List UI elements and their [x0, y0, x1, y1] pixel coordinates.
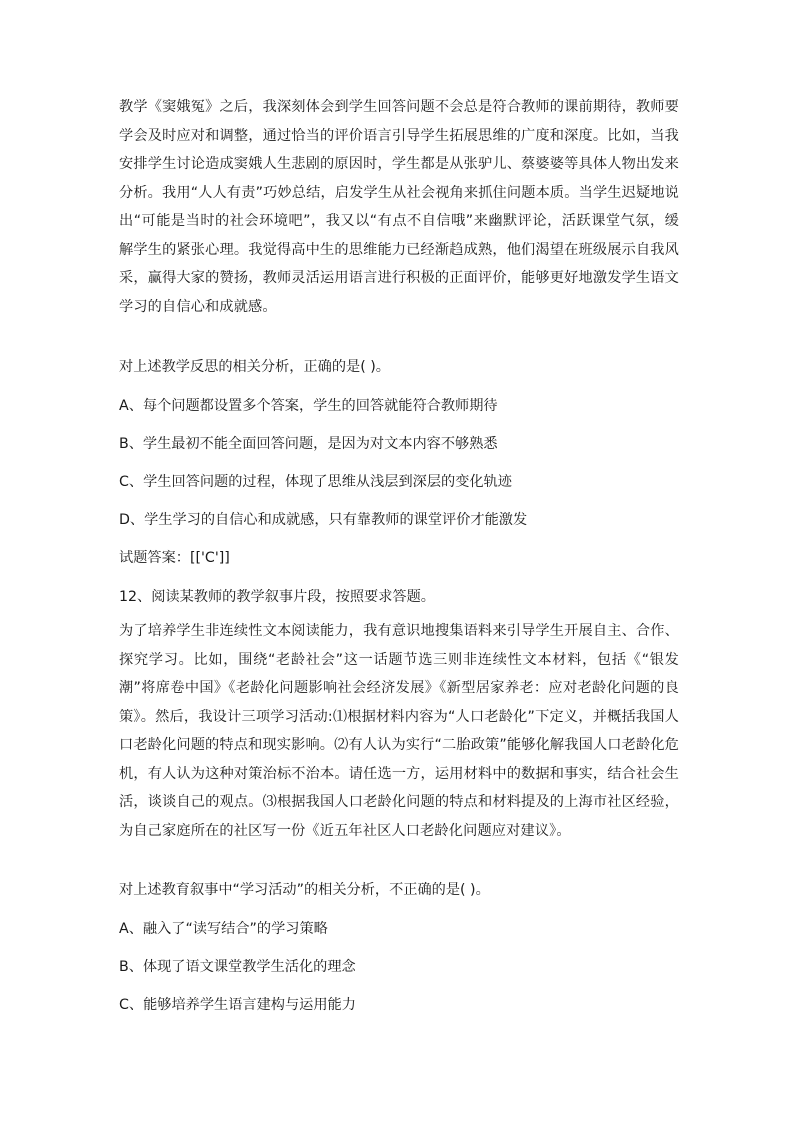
q11-option-d: D、学生学习的自信心和成就感，只有靠教师的课堂评价才能激发 [119, 512, 528, 528]
q11-passage: 教学《窦娥冤》之后，我深刻体会到学生回答问题不会总是符合教师的课前期待，教师要学会及时应对和调整，通过恰当的评价语言引导学生拓展思维的广度和深度。比如，当我安排学生讨论造成窦娥人生悲剧的原因时，学生都是从张驴儿、蔡婆婆等具体人物出发来分析。我用“人人有责”巧妙总结，启发学生从社会视角来抓住问题本质。当学生迟疑地说出“可能是当时的社会环境吧”，我又以“有点不自信哦”来幽默评论，活跃课堂气氛，缓解学生的紧张心理。我觉得高中生的思维能力已经渐趋成熟，他们渴望在班级展示自我风采，赢得大家的赞扬，教师灵活运用语言进行积极的正面评价，能够更好地激发学生语文学习的自信心和成就感。 [119, 99, 679, 315]
q12-option-a: A、融入了“读写结合”的学习策略 [119, 921, 328, 937]
q12-passage: 为了培养学生非连续性文本阅读能力，我有意识地搜集语料来引导学生开展自主、合作、探究学习。比如，围绕“老龄社会”这一话题节选三则非连续性文本材料，包括《“银发潮”将席卷中国》《老龄化问题影响社会经济发展》《新型居家养老：应对老龄化问题的良策》。然后，我设计三项学习活动:⑴根据材料内容为“人口老龄化”下定义，并概括我国人口老龄化问题的特点和现实影响。⑵有人认为实行“二胎政策”能够化解我国人口老龄化危机，有人认为这种对策治标不治本。请任选一方，运用材料中的数据和事实，结合社会生活，谈谈自己的观点。⑶根据我国人口老龄化问题的特点和材料提及的上海市社区经验，为自己家庭所在的社区写一份《近五年社区人口老龄化问题应对建议》。 [119, 623, 679, 839]
q12-heading: 12、阅读某教师的教学叙事片段，按照要求答题。 [119, 589, 435, 605]
q11-option-b: B、学生最初不能全面回答问题，是因为对文本内容不够熟悉 [119, 436, 498, 452]
q11-question: 对上述教学反思的相关分析，正确的是( )。 [119, 359, 390, 375]
q12-option-b: B、体现了语文课堂教学生活化的理念 [119, 959, 356, 975]
q11-option-c: C、学生回答问题的过程，体现了思维从浅层到深层的变化轨迹 [119, 474, 512, 490]
q12-question: 对上述教育叙事中“学习活动”的相关分析，不正确的是( )。 [119, 882, 490, 898]
q12-option-c: C、能够培养学生语言建构与运用能力 [119, 997, 356, 1013]
q11-option-a: A、每个问题都设置多个答案，学生的回答就能符合教师期待 [119, 398, 498, 414]
q11-answer: 试题答案：[['C']] [119, 550, 230, 566]
